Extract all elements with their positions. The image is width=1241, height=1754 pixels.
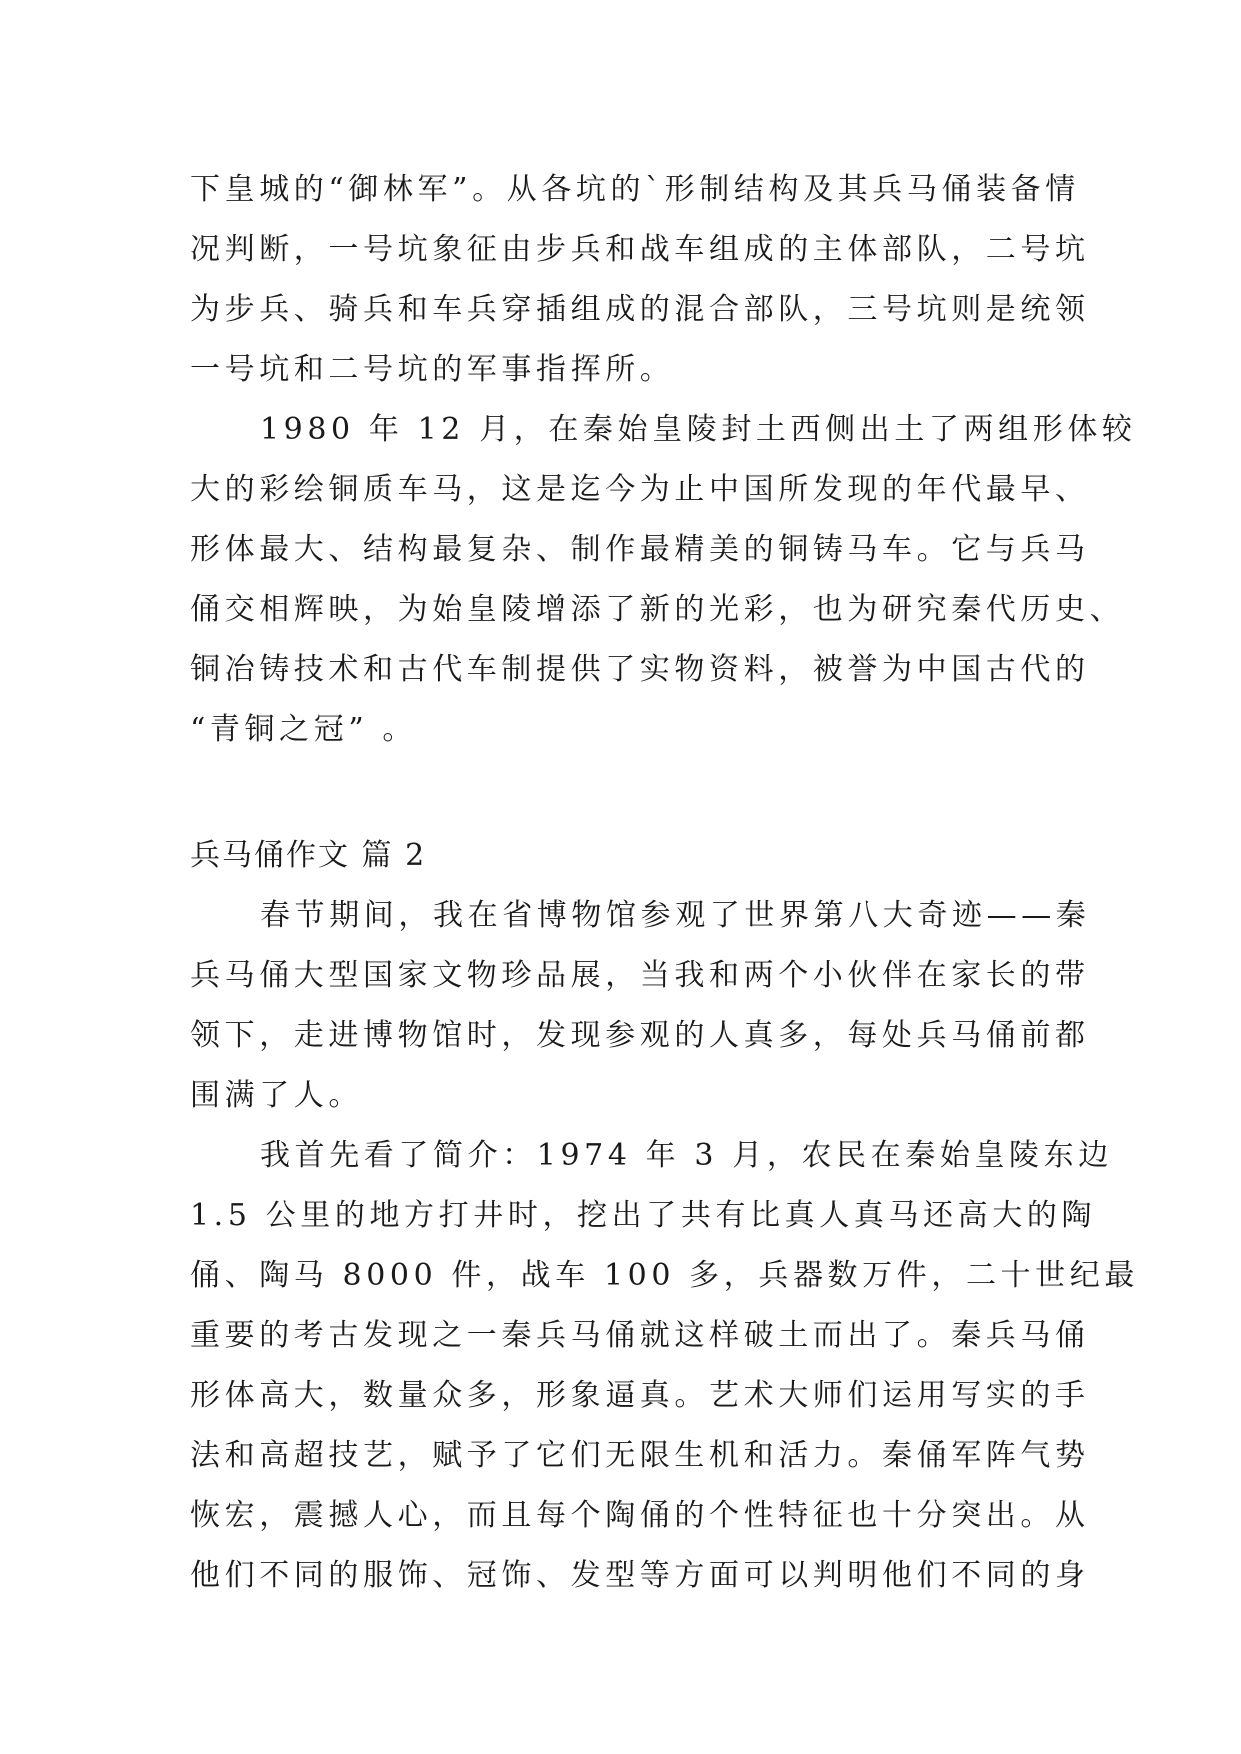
text-line: 俑、陶马 8000 件，战车 100 多，兵器数万件，二十世纪最 [190,1258,1139,1293]
text-line: 铜冶铸技术和古代车制提供了实物资料，被誉为中国古代的 [190,652,1090,687]
paragraph-pit-structure [190,160,1090,400]
text-line: 春节期间，我在省博物馆参观了世界第八大奇迹——秦 [260,898,1091,933]
text-line: 一号坑和二号坑的军事指挥所。 [190,352,675,387]
text-line: 恢宏，震撼人心，而且每个陶俑的个性特征也十分突出。从 [190,1498,1090,1533]
text-line: 重要的考古发现之一秦兵马俑就这样破土而出了。秦兵马俑 [190,1318,1090,1353]
text-line: “青铜之冠” 。 [190,712,418,747]
text-line: 他们不同的服饰、冠饰、发型等方面可以判明他们不同的身 [190,1558,1090,1593]
text-line: 1980 年 12 月，在秦始皇陵封土西侧出土了两组形体较 [260,412,1137,447]
text-line: 我首先看了简介：1974 年 3 月，农民在秦始皇陵东边 [260,1138,1113,1173]
text-line: 1.5 公里的地方打井时，挖出了共有比真人真马还高大的陶 [190,1198,1097,1233]
document-body [190,160,1139,1606]
text-line: 法和高超技艺，赋予了它们无限生机和活力。秦俑军阵气势 [190,1438,1090,1473]
text-line: 形体最大、结构最复杂、制作最精美的铜铸马车。它与兵马 [190,532,1090,567]
text-line: 俑交相辉映，为始皇陵增添了新的光彩，也为研究秦代历史、 [190,592,1125,627]
text-line: 大的彩绘铜质车马，这是迄今为止中国所发现的年代最早、 [190,472,1090,507]
text-line: 形体高大，数量众多，形象逼真。艺术大师们运用写实的手 [190,1378,1090,1413]
text-line: 下皇城的“御林军”。从各坑的`形制结构及其兵马俑装备情 [190,172,1080,207]
paragraph-museum-visit [190,886,1091,1126]
paragraph-introduction [190,1126,1139,1606]
section-heading: 兵马俑作文 篇 2 [190,838,427,873]
text-line: 领下，走进博物馆时，发现参观的人真多，每处兵马俑前都 [190,1018,1090,1053]
text-line: 为步兵、骑兵和车兵穿插组成的混合部队，三号坑则是统领 [190,292,1090,327]
text-line: 兵马俑大型国家文物珍品展，当我和两个小伙伴在家长的带 [190,958,1090,993]
text-line: 况判断，一号坑象征由步兵和战车组成的主体部队，二号坑 [190,232,1090,267]
text-line: 围满了人。 [190,1078,363,1113]
paragraph-bronze-chariots [190,400,1137,760]
section-spacer [190,760,1060,826]
